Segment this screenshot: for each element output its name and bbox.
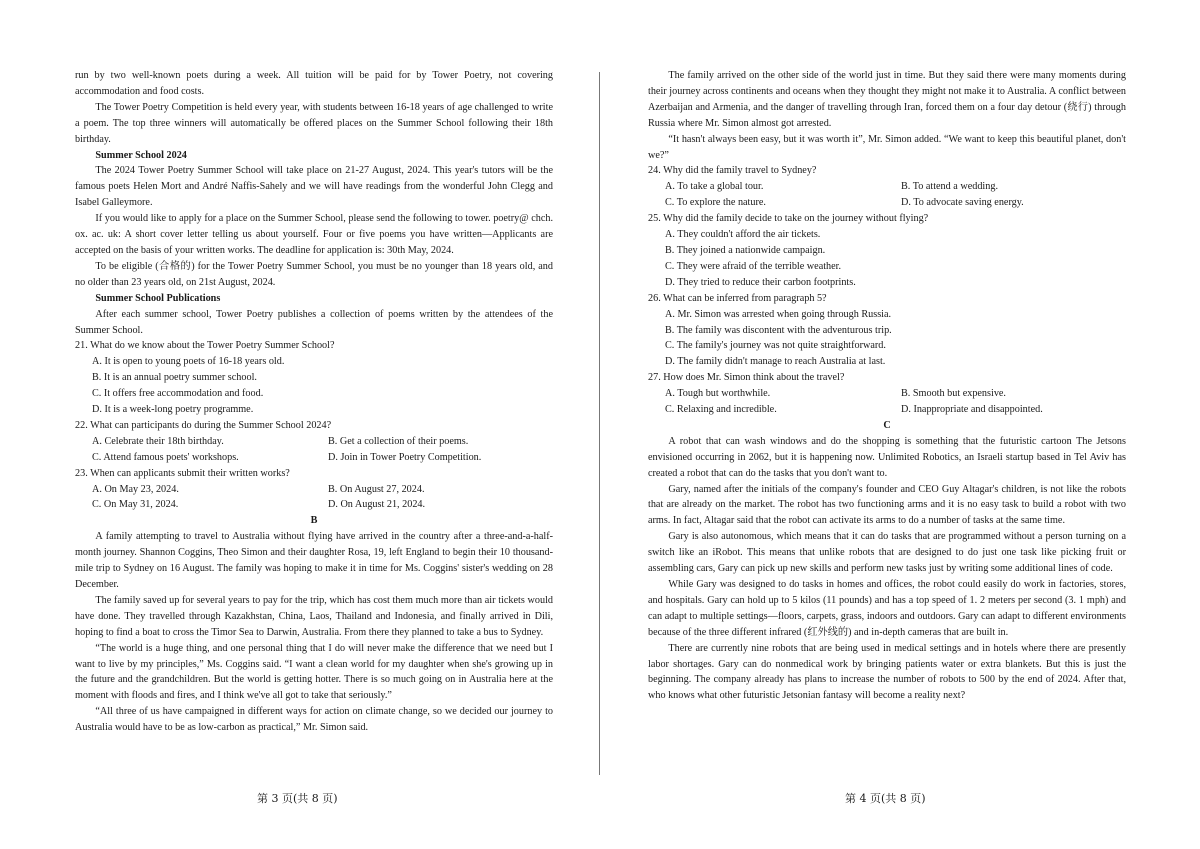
question-26: 26. What can be inferred from paragraph 5? — [648, 292, 827, 304]
page-divider — [599, 72, 600, 775]
option: C. To explore the nature. — [665, 197, 766, 209]
option: C. It offers free accommodation and food. — [92, 388, 264, 400]
paragraph: “All three of us have campaigned in different ways for action on climate change, so we decided our journey to Australia would have to be as low-carbon as practical,” Mr. Simon said. — [75, 706, 553, 734]
option: B. To attend a wedding. — [901, 181, 998, 193]
section-heading: Summer School 2024 — [95, 149, 187, 161]
option: D. Join in Tower Poetry Competition. — [328, 451, 482, 463]
option: A. On May 23, 2024. — [92, 483, 179, 495]
option: B. They joined a nationwide campaign. — [665, 244, 826, 256]
paragraph: A robot that can wash windows and do the shopping is something that the futuristic cartoon The Jetsons envisioned occurring in 2062, but it is happening now. Unlimited Robotics, an Israeli startup based in Tel Aviv has created a robot that can do the tasks that you don't want to. — [648, 435, 1126, 479]
option: C. They were afraid of the terrible weather. — [665, 260, 842, 272]
question-22: 22. What can participants do during the Summer School 2024? — [75, 419, 332, 431]
option-row — [75, 434, 553, 450]
option: C. The family's journey was not quite straightforward. — [665, 340, 886, 352]
paragraph: “The world is a huge thing, and one personal thing that I do will never make the difference that we need but I want to live by my principles,” Ms. Coggins said. “I want a clean world for my daughter when she's growing up in the future and the grandchildren. But the world is getting hotter. There is so much going on in Australia here at the moment with floods and fires, and I think we've all got to take that seriously.” — [75, 642, 553, 702]
page-number-left: 第 3 页(共 8 页) — [257, 792, 338, 805]
paragraph: After each summer school, Tower Poetry publishes a collection of poems written by the attendees of the Summer School. — [75, 308, 553, 336]
question-21: 21. What do we know about the Tower Poetry Summer School? — [75, 340, 335, 352]
option: D. It is a week-long poetry programme. — [92, 404, 254, 416]
option: B. Get a collection of their poems. — [328, 435, 469, 447]
page-number-right: 第 4 页(共 8 页) — [845, 792, 926, 805]
option-row — [648, 195, 1126, 211]
option: A. To take a global tour. — [665, 181, 764, 193]
section-letter-c: C — [883, 419, 891, 431]
paragraph: Gary is also autonomous, which means that it can do tasks that are programmed without a person turning on a switch like an iRobot. This means that unlike robots that are designed to do just one task like picking fruit or assembling cars, Gary can pick up new skills and perform new tasks just by writing some additional lines of code. — [648, 531, 1126, 575]
option: A. Mr. Simon was arrested when going through Russia. — [665, 308, 892, 320]
option: A. Tough but worthwhile. — [665, 388, 771, 400]
option: B. The family was discontent with the adventurous trip. — [665, 324, 892, 336]
option-row — [75, 497, 553, 513]
section-letter-b: B — [310, 515, 318, 527]
left-page — [75, 68, 553, 736]
option: C. Relaxing and incredible. — [665, 404, 777, 416]
option: B. It is an annual poetry summer school. — [92, 372, 257, 384]
option-row — [75, 482, 553, 498]
paragraph: “It hasn't always been easy, but it was worth it”, Mr. Simon added. “We want to keep this beautiful planet, don't we?” — [648, 133, 1126, 161]
option: D. They tried to reduce their carbon footprints. — [665, 276, 856, 288]
option: D. On August 21, 2024. — [328, 499, 426, 511]
paragraph: The Tower Poetry Competition is held every year, with students between 16-18 years of age challenged to write a poem. The top three winners will automatically be offered places on the Summer School following their 18th birthday. — [75, 101, 553, 145]
option-row — [75, 450, 553, 466]
question-23: 23. When can applicants submit their written works? — [75, 467, 290, 479]
paragraph: There are currently nine robots that are being used in medical settings and in hotels where there are presently labor shortages. Gary can do nonmedical work by bringing patients water or extra blankets. But this is just the beginning. The company already has plans to increase the number of robots to 500 by the end of 2024. After that, who knows what other futuristic Jetsonian fantasy will become a reality next? — [648, 642, 1126, 702]
option: D. To advocate saving energy. — [901, 197, 1024, 209]
option: B. On August 27, 2024. — [328, 483, 425, 495]
paragraph: The family arrived on the other side of the world just in time. But they said there were many moments during their journey across continents and oceans when they thought they might not make it to Australia. A conflict between Azerbaijan and Armenia, and the danger of travelling through Iran, forced them on a four day detour (绕行) through Russia where Mr. Simon almost got arrested. — [648, 70, 1126, 129]
paragraph: The 2024 Tower Poetry Summer School will take place on 21-27 August, 2024. This year's tutors will be the famous poets Helen Mort and André Naffis-Sahely and we will have readings from the wonderful John Clegg and Isabel Galleymore. — [75, 165, 553, 209]
option-row — [648, 179, 1126, 195]
option: A. Celebrate their 18th birthday. — [92, 435, 224, 447]
paragraph: To be eligible (合格的) for the Tower Poetry Summer School, you must be no younger than 18 years old, and no older than 23 years old, on 21st August, 2024. — [75, 260, 553, 288]
option-row — [648, 402, 1126, 418]
question-24: 24. Why did the family travel to Sydney? — [648, 165, 817, 177]
question-27: 27. How does Mr. Simon think about the travel? — [648, 372, 845, 384]
option: B. Smooth but expensive. — [901, 388, 1006, 400]
paragraph: run by two well-known poets during a week. All tuition will be paid for by Tower Poetry, not covering accommodation and food costs. — [75, 70, 553, 97]
option-row — [648, 386, 1126, 402]
paragraph: The family saved up for several years to pay for the trip, which has cost them much more than air tickets would have done. They travelled through Kazakhstan, China, Laos, Thailand and Indonesia, and finally arrived in Dili, hoping to find a boat to cross the Timor Sea to Darwin, Australia. From there they planned to take a bus to Sydney. — [75, 594, 553, 638]
option: D. Inappropriate and disappointed. — [901, 404, 1043, 416]
option: A. It is open to young poets of 16-18 years old. — [92, 356, 285, 368]
question-25: 25. Why did the family decide to take on the journey without flying? — [648, 213, 929, 225]
paragraph: A family attempting to travel to Australia without flying have arrived in the country after a three-and-a-half-month journey. Shannon Coggins, Theo Simon and their daughter Rosa, 19, left England to begin their 10 thousand-mile trip to Sydney on 16 August. The family was hoping to make it in time for Ms. Coggins' sister's wedding on 28 December. — [75, 531, 553, 590]
paragraph: Gary, named after the initials of the company's founder and CEO Guy Altagar's children, is not like the robots that are already on the market. The robot has two functioning arms and it is no easy task to build a robot with two arms. In fact, Altagar said that the robot can activate its arms to do a number of tasks at the same time. — [648, 483, 1126, 527]
option: C. Attend famous poets' workshops. — [92, 451, 239, 463]
paragraph: While Gary was designed to do tasks in homes and offices, the robot could easily do work in factories, stores, and hospitals. Gary can hold up to 5 kilos (11 pounds) and has a top speed of 1. 2 meters per second (3. 1 mph) and can adapt to multiple settings—floors, carpets, grass, indoors and outdoors. Gary can adapt to different environments because of the three different infrared (红外线的) and in-depth cameras that are built in. — [648, 579, 1126, 638]
option: A. They couldn't afford the air tickets. — [665, 229, 821, 241]
option: C. On May 31, 2024. — [92, 499, 179, 511]
option: D. The family didn't manage to reach Australia at last. — [665, 356, 886, 368]
section-heading: Summer School Publications — [95, 292, 221, 304]
paragraph: If you would like to apply for a place on the Summer School, please send the following to tower. poetry@ chch. ox. ac. uk: A short cover letter telling us about yourself. Four or five poems you have written—Applicants are accepted on the basis of your written works. The deadline for application is: 30th May, 2024. — [75, 213, 553, 256]
right-page — [648, 68, 1126, 704]
